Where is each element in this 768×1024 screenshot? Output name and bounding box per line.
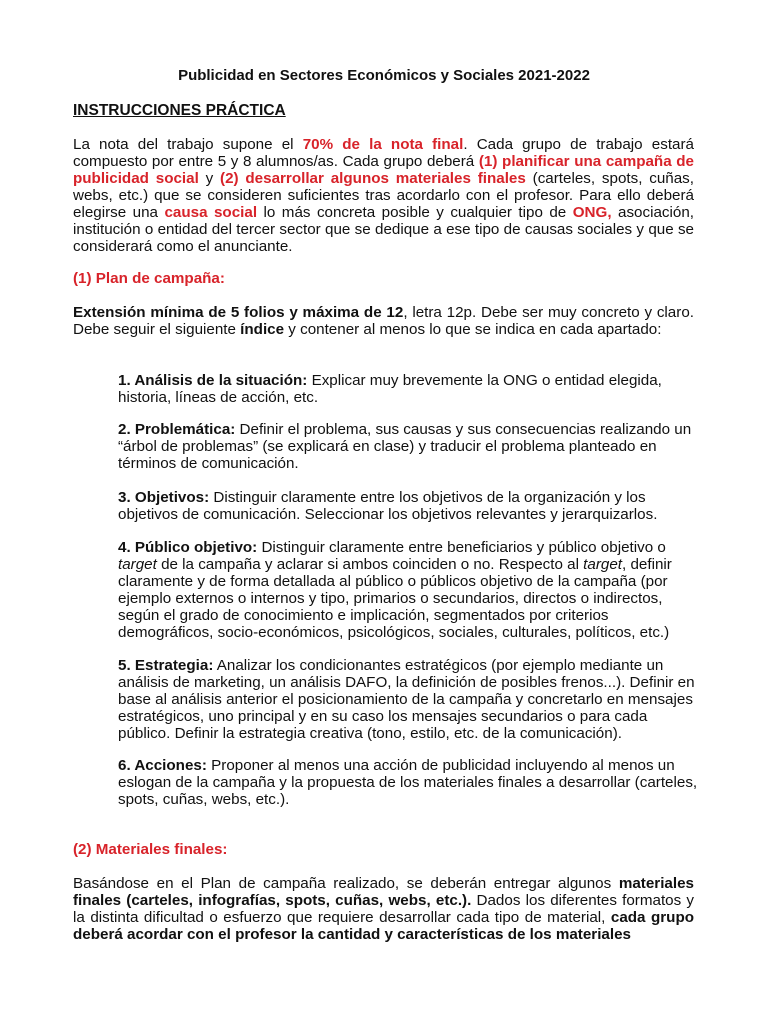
intro-paragraph	[73, 136, 694, 255]
list-item-acciones	[118, 757, 698, 808]
intro-text: (carteles, spots, cuñas, webs, etc.) que se consideren suficientes tras acordarlo con el profesor. Para ello deberá elegirse una	[73, 170, 694, 221]
intro-highlight: causa social	[164, 204, 258, 221]
section-1-text: , letra 12p. Debe ser muy concreto y claro. Debe seguir el siguiente	[73, 304, 694, 338]
item-label: 3. Objetivos:	[118, 489, 210, 506]
intro-text: y	[198, 170, 221, 187]
item-text: Distinguir claramente entre los objetivos de la organización y los objetivos de comunicación. Seleccionar los objetivos relevantes y jerarquizarlos.	[118, 489, 658, 523]
item-text: Distinguir claramente entre beneficiarios y público objetivo o	[257, 539, 666, 556]
item-text: Explicar muy brevemente la ONG o entidad elegida, historia, líneas de acción, etc.	[118, 372, 662, 406]
intro-highlight: (2) desarrollar algunos materiales finales	[220, 170, 526, 187]
list-item-objetivos	[118, 489, 698, 523]
list-item-problematica	[118, 421, 698, 472]
item-text: Analizar los condicionantes estratégicos (por ejemplo mediante un análisis de marketing, un análisis DAFO, la definición de posibles frenos...). Definir en base al análisis anterior el posicionamiento de la campaña y concretarlo en mensajes estratégicos, uno principal y en su caso los mensajes secundarios o para cada público. Definir la estrategia creativa (tono, estilo, etc. de la comunicación).	[118, 657, 695, 742]
intro-text: lo más concreta posible y cualquier tipo de	[257, 204, 573, 221]
section-2-bold: materiales finales (carteles, infografías, spots, cuñas, webs, etc.).	[73, 875, 694, 909]
section-2-bold: cada grupo deberá acordar con el profesor la cantidad y características de los materiales	[73, 909, 695, 943]
intro-highlight: ONG,	[572, 204, 612, 221]
item-italic: target	[583, 556, 623, 573]
item-label: 6. Acciones:	[118, 757, 207, 774]
item-italic: target	[118, 556, 157, 573]
section-1-paragraph	[73, 304, 694, 338]
intro-text: asociación, institución o entidad del tercer sector que se dedique a ese tipo de causas sociales y que se considerará como el anunciante.	[73, 204, 694, 255]
list-item-estrategia	[118, 657, 698, 742]
item-label: 5. Estrategia:	[118, 657, 214, 674]
section-1-text: y contener al menos lo que se indica en cada apartado:	[284, 321, 662, 338]
section-1-bold: índice	[240, 321, 285, 338]
intro-highlight: (1) planificar una campaña de publicidad social	[73, 153, 695, 187]
section-2-title: (2) Materiales finales:	[73, 841, 228, 858]
section-2-text: Dados los diferentes formatos y la distinta dificultad o esfuerzo que requiere desarrollar cada tipo de material,	[73, 892, 694, 926]
instructions-heading: INSTRUCCIONES PRÁCTICA	[73, 102, 286, 119]
list-item-analisis	[118, 372, 698, 406]
item-text: Proponer al menos una acción de publicidad incluyendo al menos un eslogan de la campaña y la propuesta de los materiales finales a desarrollar (carteles, spots, cuñas, webs, etc.).	[118, 757, 698, 808]
intro-text: . Cada grupo de trabajo estará compuesto por entre 5 y 8 alumnos/as. Cada grupo deberá	[73, 136, 694, 170]
section-1-bold: Extensión mínima de 5 folios y máxima de 12	[73, 304, 404, 321]
section-1-title: (1) Plan de campaña:	[73, 270, 225, 287]
section-2-paragraph	[73, 875, 694, 943]
item-text: de la campaña y aclarar si ambos coinciden o no. Respecto al	[156, 556, 584, 573]
item-text: Definir el problema, sus causas y sus consecuencias realizando un “árbol de problemas” (se explicará en clase) y traducir el problema planteado en términos de comunicación.	[118, 421, 692, 472]
item-label: 4. Público objetivo:	[118, 539, 258, 556]
item-label: 1. Análisis de la situación:	[118, 372, 308, 389]
document-title: Publicidad en Sectores Económicos y Sociales 2021-2022	[178, 67, 590, 84]
list-item-publico-objetivo	[118, 539, 698, 641]
intro-highlight: 70% de la nota final	[302, 136, 464, 153]
item-text: , definir claramente y de forma detallada al público o públicos objetivo de la campaña (por ejemplo externos o internos y tipo, primarios o secundarios, directos o indirectos, según el grado de conocimiento e implicación, segmentados por criterios demográficos, socio-económicos, psicológicos, sociales, culturales, políticos, etc.)	[118, 556, 672, 641]
item-label: 2. Problemática:	[118, 421, 236, 438]
section-2-text: Basándose en el Plan de campaña realizado, se deberán entregar algunos	[73, 875, 619, 892]
intro-text: La nota del trabajo supone el	[73, 136, 303, 153]
